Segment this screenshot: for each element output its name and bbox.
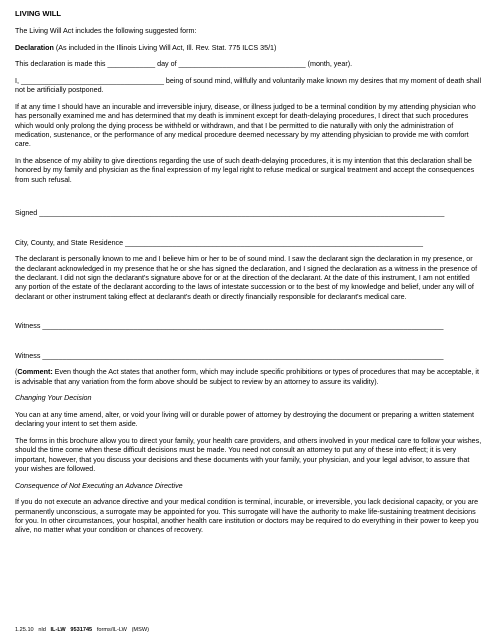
absence-paragraph: In the absence of my ability to give directions regarding the use of such death-delaying procedures, it is my intention that this declaration shall be honored by my family and physician as the final expression of my legal right to refuse medical or surgical treatment and accept the consequences from such refusal.	[15, 156, 475, 184]
signature-line: Signed ______________________________________________________________________________________________________	[15, 209, 445, 218]
page-footer	[15, 627, 149, 634]
intro-paragraph: The Living Will Act includes the following suggested form:	[15, 26, 197, 35]
changing-decision-paragraph: You can at any time amend, alter, or void your living will or durable power of attorney by destroying the document or preparing a written statement declaring your intent to set them aside.	[15, 410, 474, 429]
witness-line-1: Witness _____________________________________________________________________________________________________	[15, 322, 444, 331]
residence-line: City, County, and State Residence ___________________________________________________________________________	[15, 238, 423, 247]
terminal-condition-paragraph: If at any time I should have an incurable and irreversible injury, disease, or illness judged to be a terminal condition by my attending physician who has personally examined me and has determined that my death is imminent except for death-delaying procedures, I direct that such procedures which would only prolong the dying process be withheld or withdrawn, and that I be permitted to die naturally with only the administration of medication, sustenance, or the performance of any medical procedure deemed necessary by my attending physician to provide me with comfort care.	[15, 102, 476, 149]
document-page	[15, 9, 483, 543]
footer-date: 1.25.10	[15, 627, 34, 633]
declaration-source: (As included in the Illinois Living Will Act, Ill. Rev. Stat. 775 ILCS 35/1)	[53, 43, 277, 52]
comment-text: Even though the Act states that another form, which may include specific prohibitions or types of procedures that may be acceptable, it is advisable that any variation from the form above should be subject to review by an attorney to assure its validity).	[15, 368, 479, 386]
comment-open: (	[15, 368, 18, 377]
footer-initials: nld	[38, 627, 46, 633]
consequence-heading: Consequence of Not Executing an Advance Directive	[15, 481, 183, 490]
changing-decision-heading: Changing Your Decision	[15, 394, 92, 403]
witness-statement: The declarant is personally known to me and I believe him or her to be of sound mind. I saw the declarant sign the declaration in my presence, or the declarant acknowledged in my presence that he or she has signed the declaration, and I signed the declaration as a witness in the presence of the declarant. I did not sign the declarant's signature above for or at the direction of the declarant. At the date of this instrument, I am not entitled any portion of the estate of the declarant according to the laws of intestate succession or to the best of my knowledge and belief, under any will of declarant or other instrument taking effect at declarant's death or directly financially responsible for declarant's medical care.	[15, 255, 478, 301]
comment-label: Comment:	[17, 368, 53, 377]
consequence-paragraph: If you do not execute an advance directive and your medical condition is terminal, incurable, or irreversible, you lack decisional capacity, or you are permanently unconscious, a surrogate may be appointed for you. This surrogate will have the authority to make life-sustaining treatment decisions for you. In other circumstances, your hospital, another health care institution or doctors may be required to do everything in their power to keep you alive, no matter what your condition or chances of recovery.	[15, 498, 479, 535]
witness-line-2: Witness _____________________________________________________________________________________________________	[15, 351, 444, 360]
footer-path: forms/IL-LW	[96, 627, 127, 633]
footer-number: 9531745	[70, 627, 93, 633]
declaration-heading	[15, 44, 483, 53]
footer-form-code: IL-LW	[50, 627, 66, 633]
document-title: LIVING WILL	[15, 9, 61, 18]
comment-paragraph	[15, 368, 483, 387]
forms-paragraph: The forms in this brochure allow you to direct your family, your health care providers, and others involved in your medical care to follow your wishes, should the time come when these difficult decisions must be made. You need not consult an attorney to put any of these into effect; it is very important, however, that you discuss your decisions and these documents with your family, your physician, and your legal advisor, to assure that your wishes are followed.	[15, 436, 482, 473]
sound-mind-paragraph: I, ____________________________________ being of sound mind, willfully and voluntarily make known my desires that my moment of death shall not be artificially postponed.	[15, 76, 482, 95]
footer-source: (MSW)	[131, 627, 149, 633]
date-line: This declaration is made this ____________ day of ________________________________ (month, year).	[15, 60, 353, 69]
declaration-label: Declaration	[15, 43, 54, 52]
